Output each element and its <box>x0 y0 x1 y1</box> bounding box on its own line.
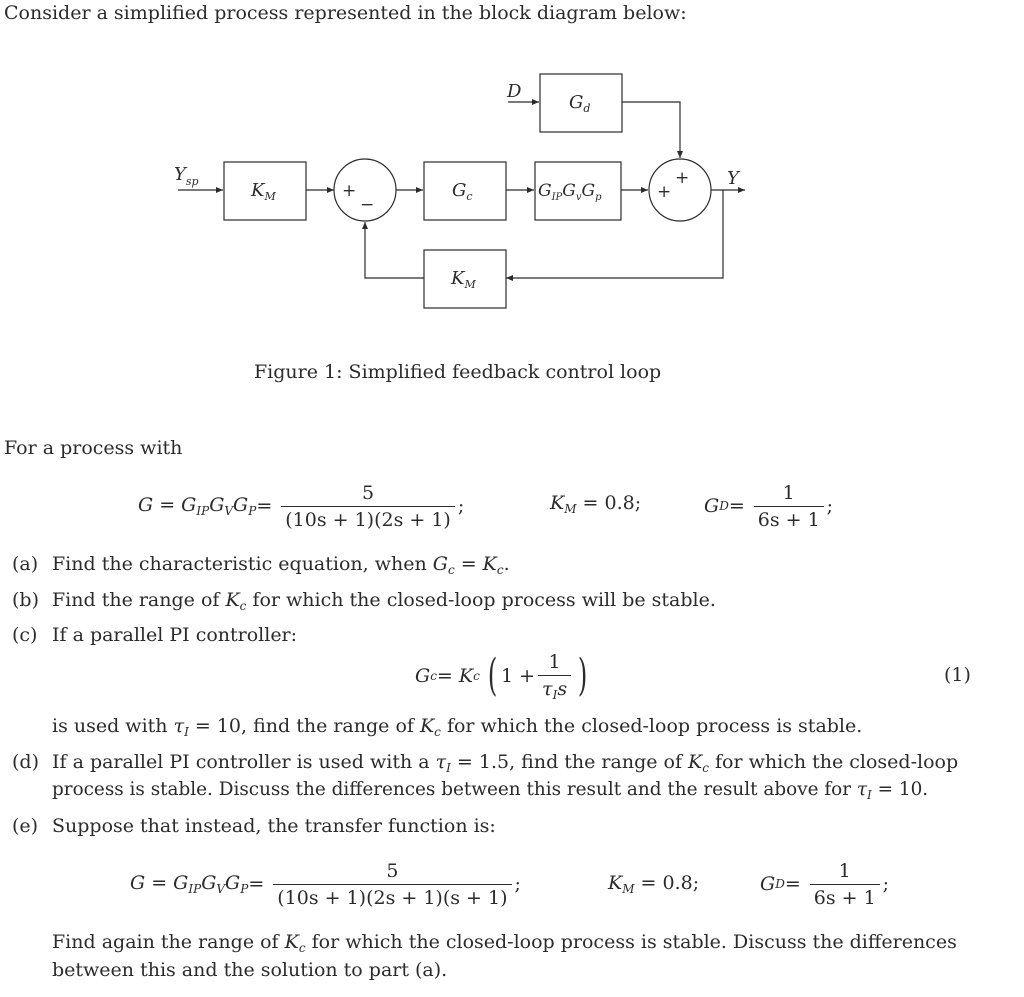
process-label: $G_{IP}G_vG_p$ <box>538 181 602 203</box>
part-e-final-line2: between this and the solution to part (a). <box>52 959 448 981</box>
pi-fraction: $\frac{1}{\tau_Is}$ <box>538 651 571 702</box>
part-a-text: Find the characteristic equation, when $G_c = K_c$. <box>52 553 510 577</box>
equation-1: $G = G_{IP}G_VG_P$ = $\frac{5}{(10s + 1)(2s + 1)}$ ; <box>138 481 465 531</box>
eq2-gd-fraction: $\frac{1}{6s + 1}$ <box>810 860 880 909</box>
km-feedback-label: $K_M$ <box>451 268 476 291</box>
part-c-text: If a parallel PI controller: <box>52 624 298 646</box>
feedback-to-km-arrow <box>506 190 723 278</box>
pi-equation: G c = K c ( 1 + $\frac{1}{\tau_Is}$ ) <box>415 650 588 702</box>
y-label: Y <box>727 168 739 189</box>
eq2-fraction: $\frac{5}{(10s + 1)(2s + 1)(s + 1)}$ <box>273 860 511 909</box>
part-d-line2: process is stable. Discuss the differences between this result and the result above for $\tau_I = 10$. <box>52 779 929 802</box>
eq2-gd: G D = $\frac{1}{6s + 1}$ ; <box>760 859 890 909</box>
part-e-label: (e) <box>12 815 39 837</box>
part-a-label: (a) <box>12 553 39 575</box>
part-d-label: (d) <box>12 751 39 773</box>
part-b-text: Find the range of $K_c$ for which the closed-loop process will be stable. <box>52 589 716 613</box>
for-process-text: For a process with <box>4 437 183 459</box>
part-b-label: (b) <box>12 589 39 611</box>
eq1-gd: G D = $\frac{1}{6s + 1}$ ; <box>704 481 834 531</box>
eq1-km: $K_M = 0.8$; <box>550 492 642 516</box>
equation-number: (1) <box>944 664 971 686</box>
feedback-to-comparator-arrow <box>365 222 424 278</box>
intro-text: Consider a simplified process represented in the block diagram below: <box>4 2 687 24</box>
sum-plus-left-sign: + <box>657 182 672 202</box>
comparator-plus-sign: + <box>342 181 357 201</box>
part-e-final-line1: Find again the range of $K_c$ for which the closed-loop process is stable. Discuss the differences <box>52 931 957 955</box>
d-label: D <box>507 81 522 102</box>
equation-2: $G = G_{IP}G_VG_P$ = $\frac{5}{(10s + 1)(2s + 1)(s + 1)}$ ; <box>130 859 521 909</box>
ysp-label: $Y_{sp}$ <box>174 164 199 188</box>
gd-label: $G_d$ <box>569 92 591 115</box>
eq1-gd-fraction: $\frac{1}{6s + 1}$ <box>754 482 824 531</box>
figure-caption: Figure 1: Simplified feedback control loop <box>254 361 662 383</box>
eq2-km: $K_M = 0.8$; <box>608 872 700 896</box>
comparator-minus-sign: − <box>360 195 375 215</box>
sum-plus-top-sign: + <box>675 168 690 188</box>
km-forward-label: $K_M$ <box>251 180 276 203</box>
part-c-label: (c) <box>12 624 38 646</box>
gc-label: $G_c$ <box>452 180 473 203</box>
gd-to-sum-arrow <box>622 102 680 158</box>
part-d-line1: If a parallel PI controller is used with a $\tau_I = 1.5$, find the range of $K_c$ for which the closed-loop <box>52 751 959 775</box>
eq1-fraction: $\frac{5}{(10s + 1)(2s + 1)}$ <box>281 482 455 531</box>
part-c-line2: is used with $\tau_I = 10$, find the range of $K_c$ for which the closed-loop process is stable. <box>52 715 863 739</box>
eq1-lhs: $G = G_{IP}G_VG_P$ <box>138 494 257 518</box>
part-e-text: Suppose that instead, the transfer function is: <box>52 815 496 837</box>
